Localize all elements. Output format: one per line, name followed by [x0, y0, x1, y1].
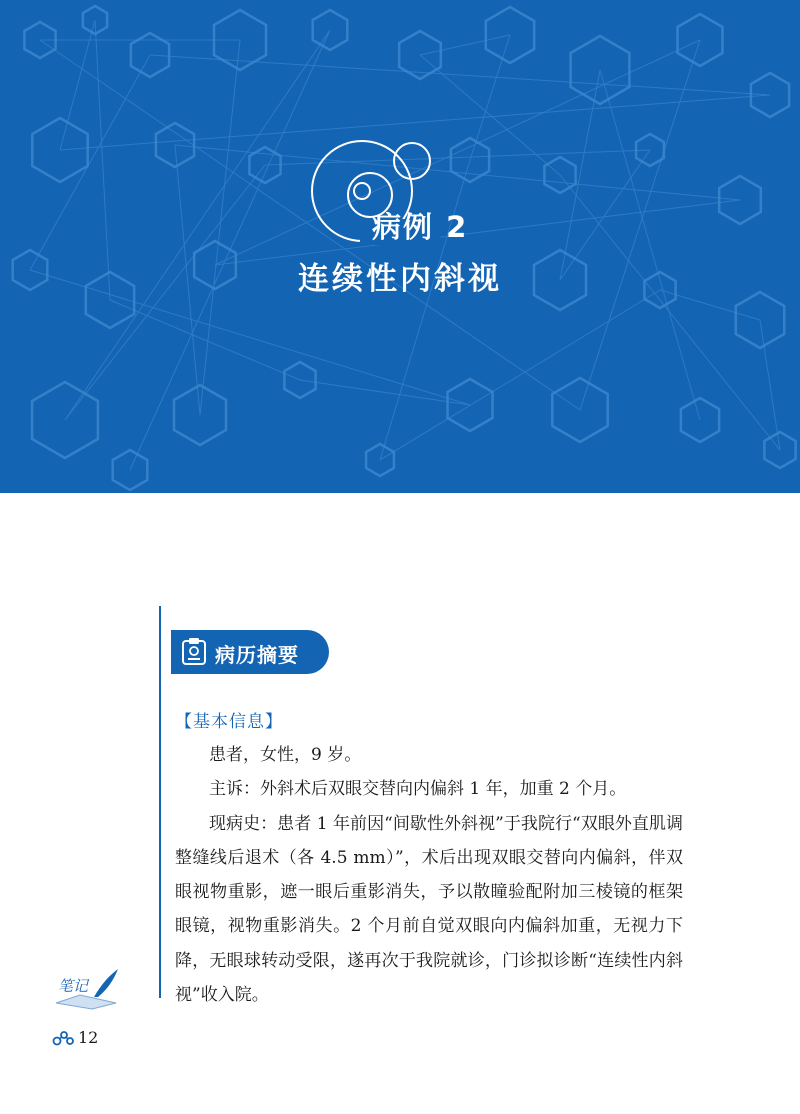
case-title: 连续性内斜视	[298, 261, 502, 297]
notes-mark	[50, 965, 122, 1011]
paragraph-patient: 患者，女性，9 岁。	[209, 745, 362, 765]
molecule-icon	[52, 1030, 74, 1046]
network-line	[380, 290, 660, 460]
case-summary-text	[175, 738, 683, 1012]
quill-pen-icon	[94, 969, 118, 997]
network-line	[30, 55, 150, 270]
network-line	[130, 30, 330, 470]
network-line	[600, 70, 700, 420]
hexagon-network-pattern	[0, 0, 800, 493]
page-footer	[52, 1028, 98, 1047]
network-line	[65, 30, 330, 420]
network-line	[200, 40, 240, 415]
network-line	[300, 380, 470, 405]
network-line	[470, 35, 510, 160]
paragraph-complaint: 主诉：外斜术后双眼交替向内偏斜 1 年，加重 2 个月。	[209, 779, 627, 800]
page-number: 12	[78, 1028, 99, 1047]
paragraph-history: 现病史：患者 1 年前因“间歇性外斜视”于我院行“双眼外直肌调整缝线后退术（各 4.5 mm）”，术后出现双眼交替向内偏斜，伴双眼视物重影，遮一眼后重影消失，予以散瞳验配附加三棱镜的框架眼镜，视物重影消失。2 个月前自觉双眼向内偏斜加重，无视力下降，无眼球转动受限，遂再次于我院就诊，门诊拟诊断“连续性内斜视”收入院。	[175, 813, 683, 1006]
margin-rule	[159, 606, 161, 998]
section-header	[171, 630, 329, 674]
clipboard-icon	[181, 638, 207, 666]
sub-heading: 【基本信息】	[175, 712, 283, 732]
network-line	[560, 175, 780, 450]
chapter-banner	[0, 0, 800, 493]
section-label: 病历摘要	[215, 643, 299, 667]
notes-label: 笔记	[58, 977, 89, 995]
network-line	[560, 70, 600, 280]
case-number: 病例 2	[372, 210, 469, 244]
